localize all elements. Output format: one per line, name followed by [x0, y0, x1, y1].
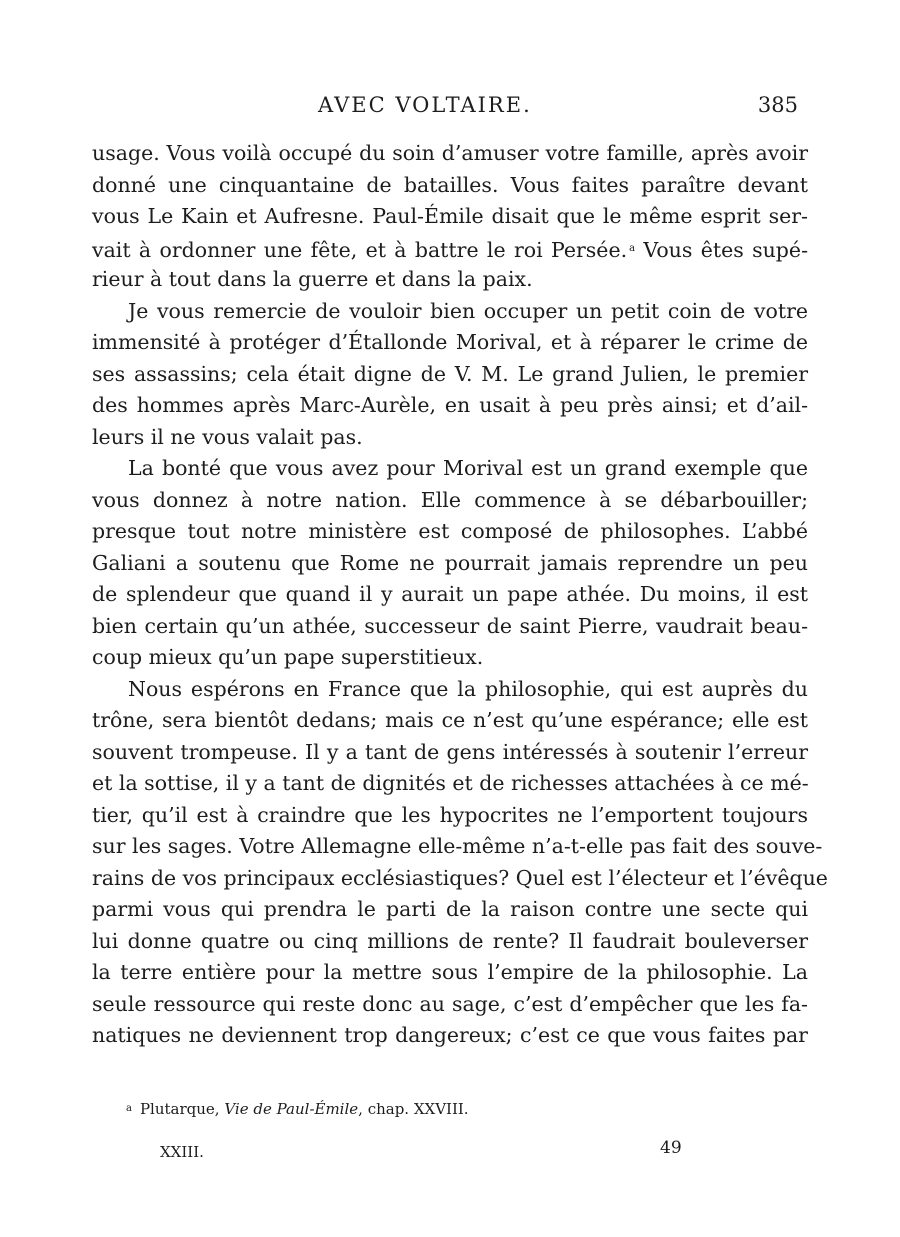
text-line: souvent trompeuse. Il y a tant de gens intéressés à soutenir l’erreur	[92, 739, 808, 764]
footnote-author: Plutarque,	[139, 1100, 220, 1118]
text-line-segment: vait à ordonner une fête, et à battre le roi Persée.	[92, 237, 628, 262]
footnote-mark: a	[126, 1103, 132, 1114]
text-line: ses assassins; cela était digne de V. M. Le grand Julien, le premier	[92, 361, 808, 386]
signature-mark: XXIII.	[160, 1143, 204, 1161]
text-line: coup mieux qu’un pape superstitieux.	[92, 645, 484, 669]
running-head	[0, 93, 900, 125]
footnote	[126, 1100, 469, 1118]
text-line: La bonté que vous avez pour Morival est un grand exemple que	[128, 456, 808, 480]
text-line: rieur à tout dans la guerre et dans la paix.	[92, 267, 533, 291]
text-line: des hommes après Marc-Aurèle, en usait à peu près ainsi; et d’ail-	[92, 393, 808, 417]
text-line: Nous espérons en France que la philosophie, qui est auprès du	[128, 676, 808, 701]
page-number: 385	[757, 93, 798, 117]
text-line: sur les sages. Votre Allemagne elle-même n’a-t-elle pas fait des souve-	[92, 834, 823, 858]
footnote-title: Vie de Paul-Émile	[224, 1100, 359, 1118]
text-line-with-note	[92, 233, 808, 265]
text-line: la terre entière pour la mettre sous l’empire de la philosophie. La	[92, 960, 808, 984]
text-line: vous Le Kain et Aufresne. Paul-Émile disait que le même esprit ser-	[92, 204, 808, 228]
text-line: de splendeur que quand il y aurait un pape athée. Du moins, il est	[92, 582, 808, 606]
text-line: usage. Vous voilà occupé du soin d’amuser votre famille, après avoir	[92, 141, 808, 165]
text-line: seule ressource qui reste donc au sage, c’est d’empêcher que les fa-	[92, 991, 808, 1016]
text-line: presque tout notre ministère est composé de philosophes. L’abbé	[92, 519, 808, 543]
text-line: rains de vos principaux ecclésiastiques? Quel est l’électeur et l’évêque	[92, 865, 828, 890]
footnote-reference-text: , chap. XXVIII.	[358, 1100, 469, 1118]
text-line: et la sottise, il y a tant de dignités et de richesses attachées à ce mé-	[92, 771, 809, 795]
text-line: leurs il ne vous valait pas.	[92, 424, 363, 449]
text-line: Je vous remercie de vouloir bien occuper un petit coin de votre	[128, 298, 808, 323]
text-line: natiques ne deviennent trop dangereux; c’est ce que vous faites par	[92, 1023, 808, 1047]
text-line: tier, qu’il est à craindre que les hypocrites ne l’emportent toujours	[92, 802, 808, 827]
text-line: vous donnez à notre nation. Elle commence à se débarbouiller;	[92, 487, 808, 512]
running-title: AVEC VOLTAIRE.	[318, 93, 532, 117]
text-line: parmi vous qui prendra le parti de la raison contre une secte qui	[92, 897, 808, 921]
text-line: donné une cinquantaine de batailles. Vous faites paraître devant	[92, 172, 808, 197]
text-line: bien certain qu’un athée, successeur de saint Pierre, vaudrait beau-	[92, 613, 808, 638]
text-line: immensité à protéger d’Étallonde Morival, et à réparer le crime de	[92, 330, 808, 354]
text-line: Galiani a soutenu que Rome ne pourrait jamais reprendre un peu	[92, 550, 808, 575]
text-line: trône, sera bientôt dedans; mais ce n’est qu’une espérance; elle est	[92, 708, 808, 732]
body-text	[92, 138, 828, 1052]
text-line: lui donne quatre ou cinq millions de rente? Il faudrait bouleverser	[92, 928, 808, 953]
text-line-segment: Vous êtes supé-	[643, 237, 808, 262]
sheet-number: 49	[660, 1138, 682, 1158]
footnote-reference: a	[629, 242, 636, 254]
